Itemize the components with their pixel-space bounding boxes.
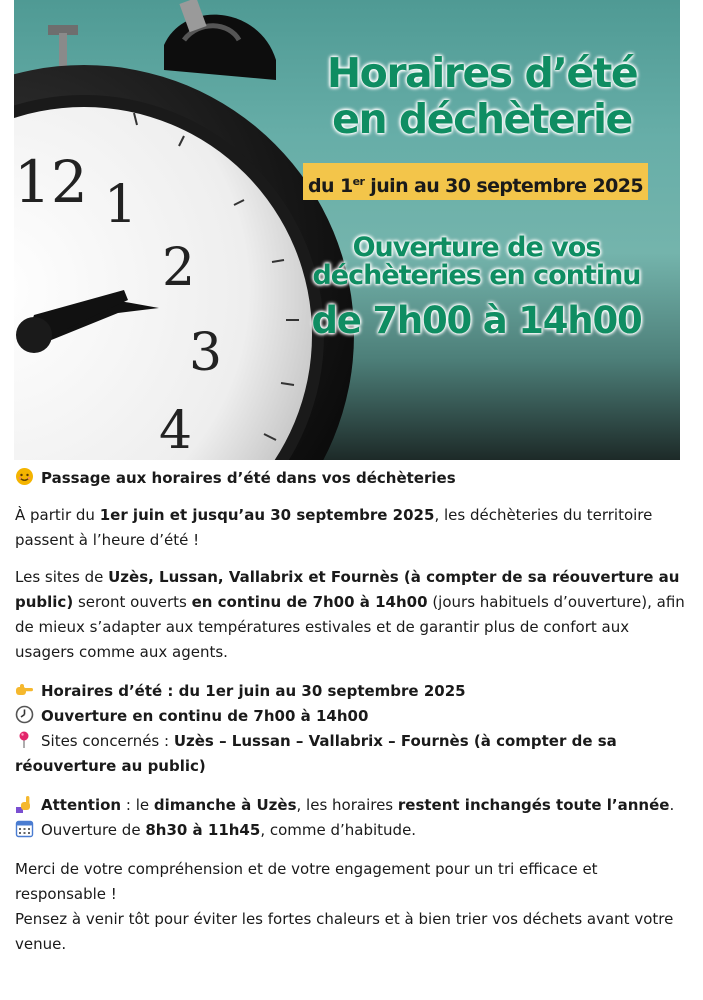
smiling-sun-face-icon [15, 467, 34, 486]
list-item-sites [15, 729, 691, 779]
calendar-icon [15, 819, 34, 838]
clock-numeral-4: 4 [159, 401, 193, 460]
period-post: juin au 30 septembre 2025 [364, 175, 643, 197]
clock-numeral-1: 1 [104, 175, 138, 235]
para2-b1: Uzès, Lussan, Vallabrix et Fournès (à compter de sa réouverture au public) [15, 568, 680, 611]
para1-t2: , les déchèteries du territoire passent à l’heure d’été ! [15, 506, 653, 549]
list1-item2-text: Ouverture en continu de 7h00 à 14h00 [41, 707, 369, 725]
list2-item1-b2: dimanche à Uzès [153, 796, 297, 814]
list-item-summer-hours [15, 679, 691, 704]
list2-item1-b1: Attention [41, 796, 122, 814]
clock-icon [15, 705, 34, 724]
list2-item1-t2: , les horaires [296, 796, 398, 814]
banner-image [14, 0, 680, 460]
list2-item2-b1: 8h30 à 11h45 [145, 821, 261, 839]
list1-item3-t1: Sites concernés : [41, 732, 174, 750]
list-item-attention [15, 793, 691, 818]
banner-title-line2: en déchèterie [332, 95, 632, 143]
spacer [15, 843, 691, 857]
list2-item2-t2: , comme d’habitude. [260, 821, 417, 839]
list2-item2-t1: Ouverture de [41, 821, 146, 839]
post-heading-text: Passage aux horaires d’été dans vos déchèteries [41, 469, 456, 487]
paragraph-intro [15, 503, 691, 553]
paragraph-sites [15, 565, 691, 665]
banner-hours: de 7h00 à 14h00 [311, 299, 642, 342]
list1-item3-b1: Uzès – Lussan – Vallabrix – Fournès (à compter de sa réouverture au public) [15, 732, 617, 775]
period-sup: er [352, 175, 365, 188]
clock-numeral-12: 12 [14, 148, 88, 216]
para2-t2: seront ouverts [73, 593, 192, 611]
para1-t1: À partir du [15, 506, 100, 524]
period-pre: du 1 [308, 175, 353, 197]
list-item-continuous-opening [15, 704, 691, 729]
para2-t1: Les sites de [15, 568, 109, 586]
clock-center [16, 317, 52, 353]
list2-item1-b3: restent inchangés toute l’année [397, 796, 670, 814]
spacer [15, 491, 691, 503]
banner-opening [304, 234, 649, 290]
list2-item1-t1: : le [121, 796, 154, 814]
banner-opening-line2: déchèteries en continu [312, 260, 641, 291]
list2-item1-t3: . [669, 796, 675, 814]
clock-numeral-2: 2 [162, 238, 196, 298]
list1-item1-text: Horaires d’été : du 1er juin au 30 septembre 2025 [41, 682, 466, 700]
post-body [15, 466, 691, 957]
pin-icon [15, 730, 34, 749]
spacer [15, 665, 691, 679]
spacer [15, 779, 691, 793]
pointing-hand-icon [15, 680, 34, 699]
clock-numeral-3: 3 [189, 323, 223, 383]
banner-period-badge [303, 163, 648, 200]
banner-opening-line1: Ouverture de vos [352, 232, 601, 263]
banner-title-line1: Horaires d’été [326, 49, 638, 97]
closing-thanks: Merci de votre compréhension et de votre engagement pour un tri efficace et responsable ! [15, 860, 598, 903]
para2-b2: en continu de 7h00 à 14h00 [191, 593, 428, 611]
post-heading [15, 466, 691, 491]
list-item-sunday-hours [15, 818, 691, 843]
spacer [15, 553, 691, 565]
banner-title [302, 50, 662, 142]
closing-advice: Pensez à venir tôt pour éviter les fortes chaleurs et à bien trier vos déchets avant votre venue. [15, 910, 674, 953]
caution-hand-icon [15, 794, 34, 813]
para2-t3: (jours habituels d’ouverture), afin de mieux s’adapter aux températures estivales et de garantir plus de confort aux usagers comme aux agents. [15, 593, 685, 661]
para1-b1: 1er juin et jusqu’au 30 septembre 2025 [99, 506, 435, 524]
